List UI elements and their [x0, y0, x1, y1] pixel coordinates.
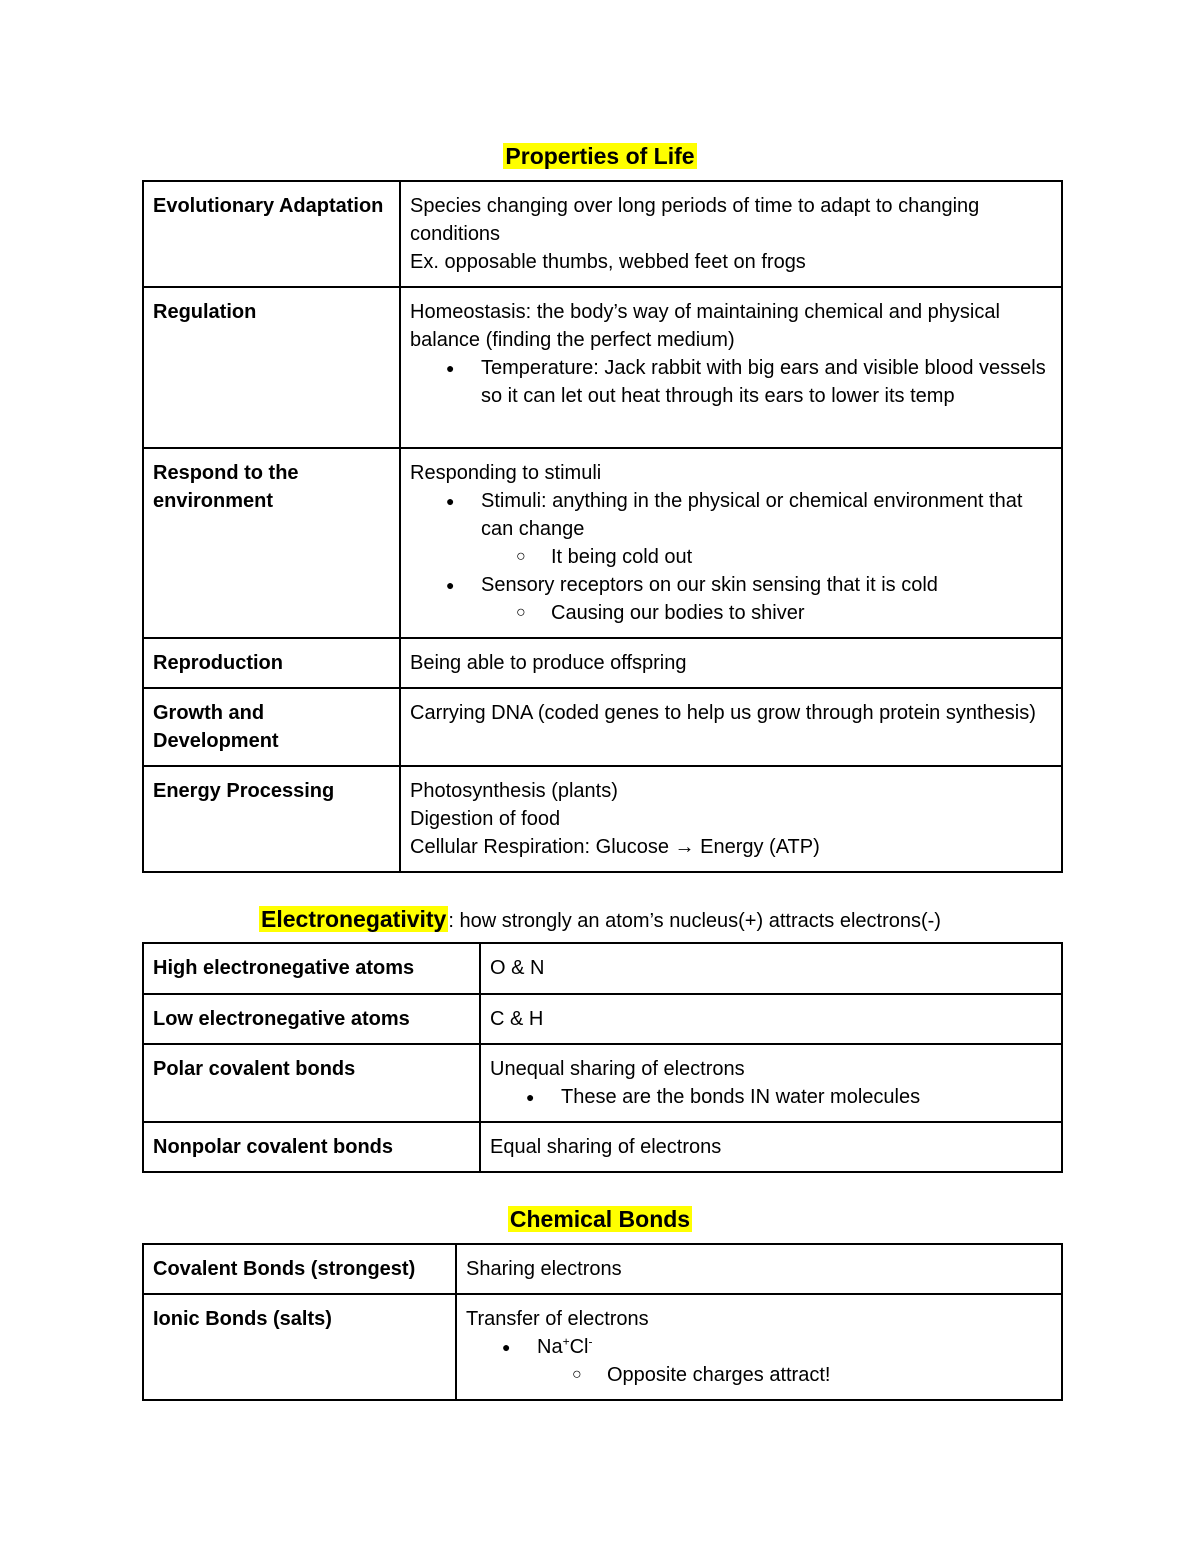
table-row	[143, 448, 1062, 638]
sodium-charge: +	[562, 1334, 570, 1349]
term-cell: Covalent Bonds (strongest)	[143, 1244, 456, 1294]
definition-cell: Equal sharing of electrons	[480, 1122, 1062, 1172]
definition-cell	[400, 287, 1062, 448]
definition-cell: C & H	[480, 994, 1062, 1044]
sub-list-item: ○ Causing our bodies to shiver	[410, 599, 1053, 627]
electronegativity-table	[142, 942, 1063, 1173]
electronegativity-definition: : how strongly an atom’s nucleus(+) attracts electrons(-)	[448, 910, 941, 932]
table-row	[143, 1244, 1062, 1294]
list-item: ● These are the bonds IN water molecules	[490, 1083, 1053, 1111]
properties-table	[142, 180, 1063, 873]
definition-cell	[400, 448, 1062, 638]
properties-title-text: Properties of Life	[505, 143, 695, 169]
definition-line: Species changing over long periods of time to adapt to changing conditions	[410, 195, 980, 245]
term-cell: Polar covalent bonds	[143, 1044, 480, 1122]
bullet-list	[490, 1083, 1053, 1111]
bonds-title	[0, 1206, 1200, 1233]
term-cell: Regulation	[143, 287, 400, 448]
table-row	[143, 1122, 1062, 1172]
bullet-list	[410, 487, 1053, 627]
sub-list-item: ○ It being cold out	[410, 543, 1053, 571]
list-item	[466, 1333, 1053, 1361]
term-cell: Ionic Bonds (salts)	[143, 1294, 456, 1400]
definition-cell	[400, 181, 1062, 287]
definition-line: Transfer of electrons	[466, 1308, 649, 1330]
definition-line: Responding to stimuli	[410, 462, 602, 484]
definition-cell: Sharing electrons	[456, 1244, 1062, 1294]
definition-cell	[400, 766, 1062, 872]
bullet-list	[410, 354, 1053, 410]
list-item: ● Stimuli: anything in the physical or chemical environment that can change	[410, 487, 1053, 543]
definition-line: Ex. opposable thumbs, webbed feet on frogs	[410, 251, 806, 273]
table-row	[143, 994, 1062, 1044]
term-cell: Evolutionary Adaptation	[143, 181, 400, 287]
definition-line: Digestion of food	[410, 808, 561, 830]
table-row	[143, 688, 1062, 766]
definition-cell: Carrying DNA (coded genes to help us grow through protein synthesis)	[400, 688, 1062, 766]
definition-cell	[456, 1294, 1062, 1400]
table-row	[143, 943, 1062, 994]
sub-list-item: ○ Opposite charges attract!	[466, 1361, 1053, 1389]
table-row	[143, 287, 1062, 448]
term-cell: Low electronegative atoms	[143, 994, 480, 1044]
term-cell: Energy Processing	[143, 766, 400, 872]
list-item: ● Sensory receptors on our skin sensing that it is cold	[410, 571, 1053, 599]
table-row	[143, 181, 1062, 287]
sodium-symbol: Na	[537, 1336, 563, 1358]
term-cell: Growth and Development	[143, 688, 400, 766]
bullet-list	[466, 1333, 1053, 1389]
bonds-title-text: Chemical Bonds	[509, 1206, 691, 1232]
electronegativity-title	[0, 906, 1200, 933]
properties-title	[0, 143, 1200, 170]
table-row	[143, 1044, 1062, 1122]
term-cell: High electronegative atoms	[143, 943, 480, 994]
definition-cell	[480, 1044, 1062, 1122]
term-cell: Respond to the environment	[143, 448, 400, 638]
table-row	[143, 766, 1062, 872]
bonds-table	[142, 1243, 1063, 1401]
definition-line: Photosynthesis (plants)	[410, 780, 618, 802]
term-cell: Reproduction	[143, 638, 400, 688]
electronegativity-title-text: Electronegativity	[261, 906, 447, 932]
chloride-symbol: Cl	[569, 1336, 589, 1358]
term-cell: Nonpolar covalent bonds	[143, 1122, 480, 1172]
definition-line: Cellular Respiration: Glucose → Energy (ATP)	[410, 836, 820, 858]
definition-cell: Being able to produce offspring	[400, 638, 1062, 688]
definition-line: Unequal sharing of electrons	[490, 1058, 745, 1080]
list-item: ● Temperature: Jack rabbit with big ears and visible blood vessels so it can let out heat through its ears to lower its temp	[410, 354, 1053, 410]
table-row	[143, 638, 1062, 688]
table-row	[143, 1294, 1062, 1400]
definition-line: Homeostasis: the body’s way of maintaining chemical and physical balance (finding the perfect medium)	[410, 301, 1000, 351]
definition-cell: O & N	[480, 943, 1062, 994]
chloride-charge: -	[588, 1334, 593, 1349]
